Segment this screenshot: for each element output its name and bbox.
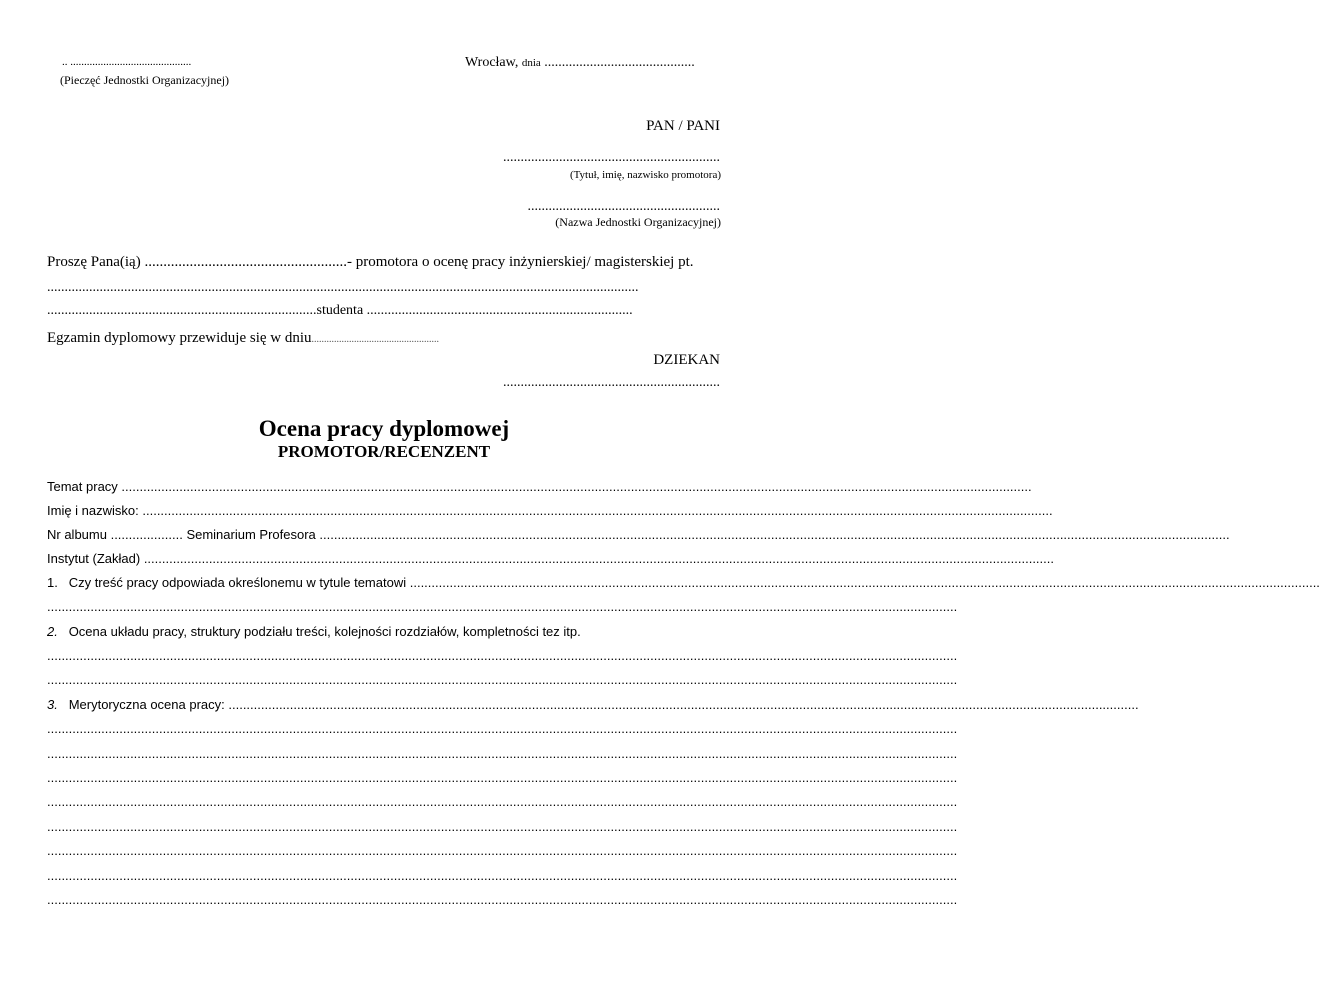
album-field xyxy=(47,527,1230,542)
unit-dots: ....................................................... xyxy=(527,199,720,214)
question-3-number: 3. xyxy=(47,697,58,712)
seminar-label: Seminarium Profesora xyxy=(182,527,320,542)
request-text: Proszę Pana(ią) xyxy=(47,254,145,270)
student-label: studenta xyxy=(316,303,364,318)
request-end-text: - promotora o ocenę pracy inżynierskiej/ magisterskiej pt. xyxy=(346,254,694,270)
promoter-dots: .............................................................. xyxy=(503,150,720,165)
name-label: Imię i nazwisko: xyxy=(47,503,143,518)
topic-dots: ............................................................................................................................................................................................................................................................ xyxy=(121,479,1032,494)
answer-line-9: ............................................................................................................................................................................................................................................................ xyxy=(47,843,958,858)
answer-line-8: ............................................................................................................................................................................................................................................................ xyxy=(47,819,958,834)
salutation: PAN / PANI xyxy=(646,118,720,134)
city: Wrocław, xyxy=(465,55,519,70)
thesis-title-dots: ......................................................................................................................................................................... xyxy=(47,280,639,295)
answer-line-6: ............................................................................................................................................................................................................................................................ xyxy=(47,770,958,785)
question-3-dots: ............................................................................................................................................................................................................................................................ xyxy=(228,697,1139,712)
answer-line-3: ............................................................................................................................................................................................................................................................ xyxy=(47,672,958,687)
answer-line-11: ............................................................................................................................................................................................................................................................ xyxy=(47,892,958,907)
dean-dots: .............................................................. xyxy=(503,375,720,390)
name-dots: ............................................................................................................................................................................................................................................................ xyxy=(142,503,1053,518)
answer-line-2: ............................................................................................................................................................................................................................................................ xyxy=(47,648,958,663)
question-1-text: Czy treść pracy odpowiada określonemu w tytule tematowi xyxy=(68,575,410,590)
student-dots-left: ............................................................................. xyxy=(47,303,317,318)
answer-line-5: ............................................................................................................................................................................................................................................................ xyxy=(47,746,958,761)
question-1 xyxy=(47,575,1320,590)
request-line-1 xyxy=(47,254,727,271)
stamp-dots: .. ............................................ xyxy=(62,56,192,68)
stamp-label: (Pieczęć Jednostki Organizacyjnej) xyxy=(60,73,230,87)
question-3-text: Merytoryczna ocena pracy: xyxy=(68,697,229,712)
institute-dots: ............................................................................................................................................................................................................................................................ xyxy=(143,551,1054,566)
question-2 xyxy=(47,624,727,639)
seminar-dots: ............................................................................................................................................................................................................................................................ xyxy=(319,527,1230,542)
student-line xyxy=(47,303,727,319)
promoter-label: (Tytuł, imię, nazwisko promotora) xyxy=(569,169,721,181)
question-2-text: Ocena układu pracy, struktury podziału treści, kolejności rozdziałów, kompletności tez itp. xyxy=(68,624,581,639)
institute-field xyxy=(47,551,1054,566)
exam-line xyxy=(47,330,439,347)
answer-line-7: ............................................................................................................................................................................................................................................................ xyxy=(47,794,958,809)
exam-dots: ................................................... xyxy=(311,334,440,345)
question-2-number: 2. xyxy=(47,624,58,639)
date-dots: ........................................... xyxy=(544,55,695,70)
unit-label: (Nazwa Jednostki Organizacyjnej) xyxy=(555,215,721,229)
album-label: Nr albumu xyxy=(47,527,111,542)
answer-line-10: ............................................................................................................................................................................................................................................................ xyxy=(47,868,958,883)
evaluation-title: Ocena pracy dyplomowej xyxy=(258,416,510,441)
topic-label: Temat pracy xyxy=(47,479,122,494)
request-dots: ...................................................... xyxy=(144,254,347,270)
question-1-dots: ............................................................................................................................................................................................................................................................ xyxy=(409,575,1320,590)
question-1-number: 1. xyxy=(47,575,58,590)
answer-line-1: ............................................................................................................................................................................................................................................................ xyxy=(47,599,958,614)
name-field xyxy=(47,503,1053,518)
date-label: dnia xyxy=(521,57,541,69)
institute-label: Instytut (Zakład) xyxy=(47,551,144,566)
answer-line-4: ............................................................................................................................................................................................................................................................ xyxy=(47,721,958,736)
evaluation-subtitle: PROMOTOR/RECENZENT xyxy=(277,442,491,461)
exam-text: Egzamin dyplomowy przewiduje się w dniu xyxy=(47,330,312,346)
dean-label: DZIEKAN xyxy=(653,352,720,368)
topic-field xyxy=(47,479,1032,494)
student-dots-right: ............................................................................ xyxy=(366,303,633,318)
place-date-line xyxy=(465,55,695,71)
question-3 xyxy=(47,697,1139,712)
album-dots: .................... xyxy=(110,527,183,542)
